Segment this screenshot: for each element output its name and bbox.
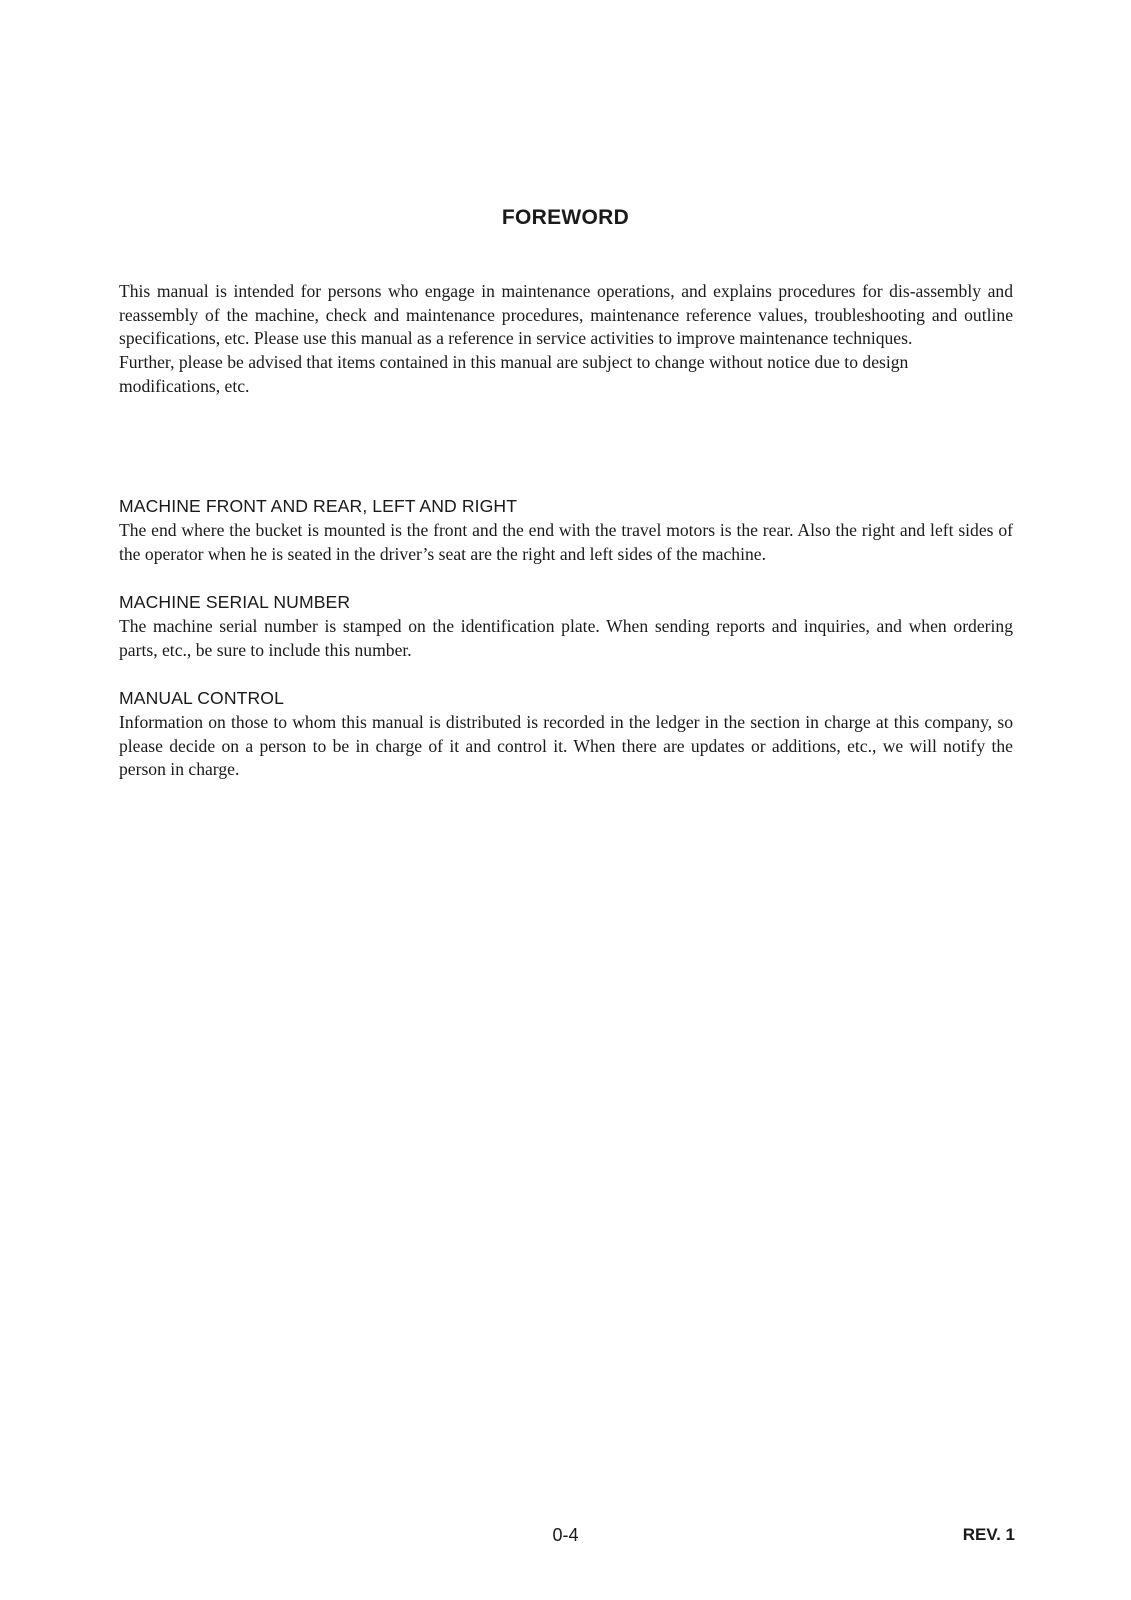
page-number: 0-4 xyxy=(552,1525,579,1545)
intro-paragraph-2: Further, please be advised that items contained in this manual are subject to change without notice due to design modifications, etc. xyxy=(119,352,909,396)
section-machine-orientation xyxy=(119,495,1013,566)
page-title: FOREWORD xyxy=(501,206,630,229)
section-manual-control xyxy=(119,687,1013,782)
intro-paragraph-1: This manual is intended for persons who engage in maintenance operations, and explains procedures for dis-assembly and reassembly of the machine, check and maintenance procedures, maintenance reference values, troubleshooting and outline specifications, etc. Please use this manual as a reference in service activities to improve maintenance techniques. xyxy=(119,281,1013,349)
foreword-intro xyxy=(119,280,1013,399)
section-text: Information on those to whom this manual is distributed is recorded in the ledger in the section in charge at this company, so please decide on a person to be in charge of it and control it. When there are updates or additions, etc., we will notify the person in charge. xyxy=(119,712,1013,780)
section-heading: MACHINE FRONT AND REAR, LEFT AND RIGHT xyxy=(119,496,518,516)
section-heading: MANUAL CONTROL xyxy=(119,688,284,708)
revision-label: REV. 1 xyxy=(962,1525,1015,1544)
section-machine-serial-number xyxy=(119,591,1013,662)
section-text: The end where the bucket is mounted is the front and the end with the travel motors is the rear. Also the right and left sides of the operator when he is seated in the driver’s seat are the right and left sides of the machine. xyxy=(119,520,1013,564)
section-text: The machine serial number is stamped on the identification plate. When sending reports and inquiries, and when ordering parts, etc., be sure to include this number. xyxy=(119,616,1013,660)
section-heading: MACHINE SERIAL NUMBER xyxy=(119,592,351,612)
